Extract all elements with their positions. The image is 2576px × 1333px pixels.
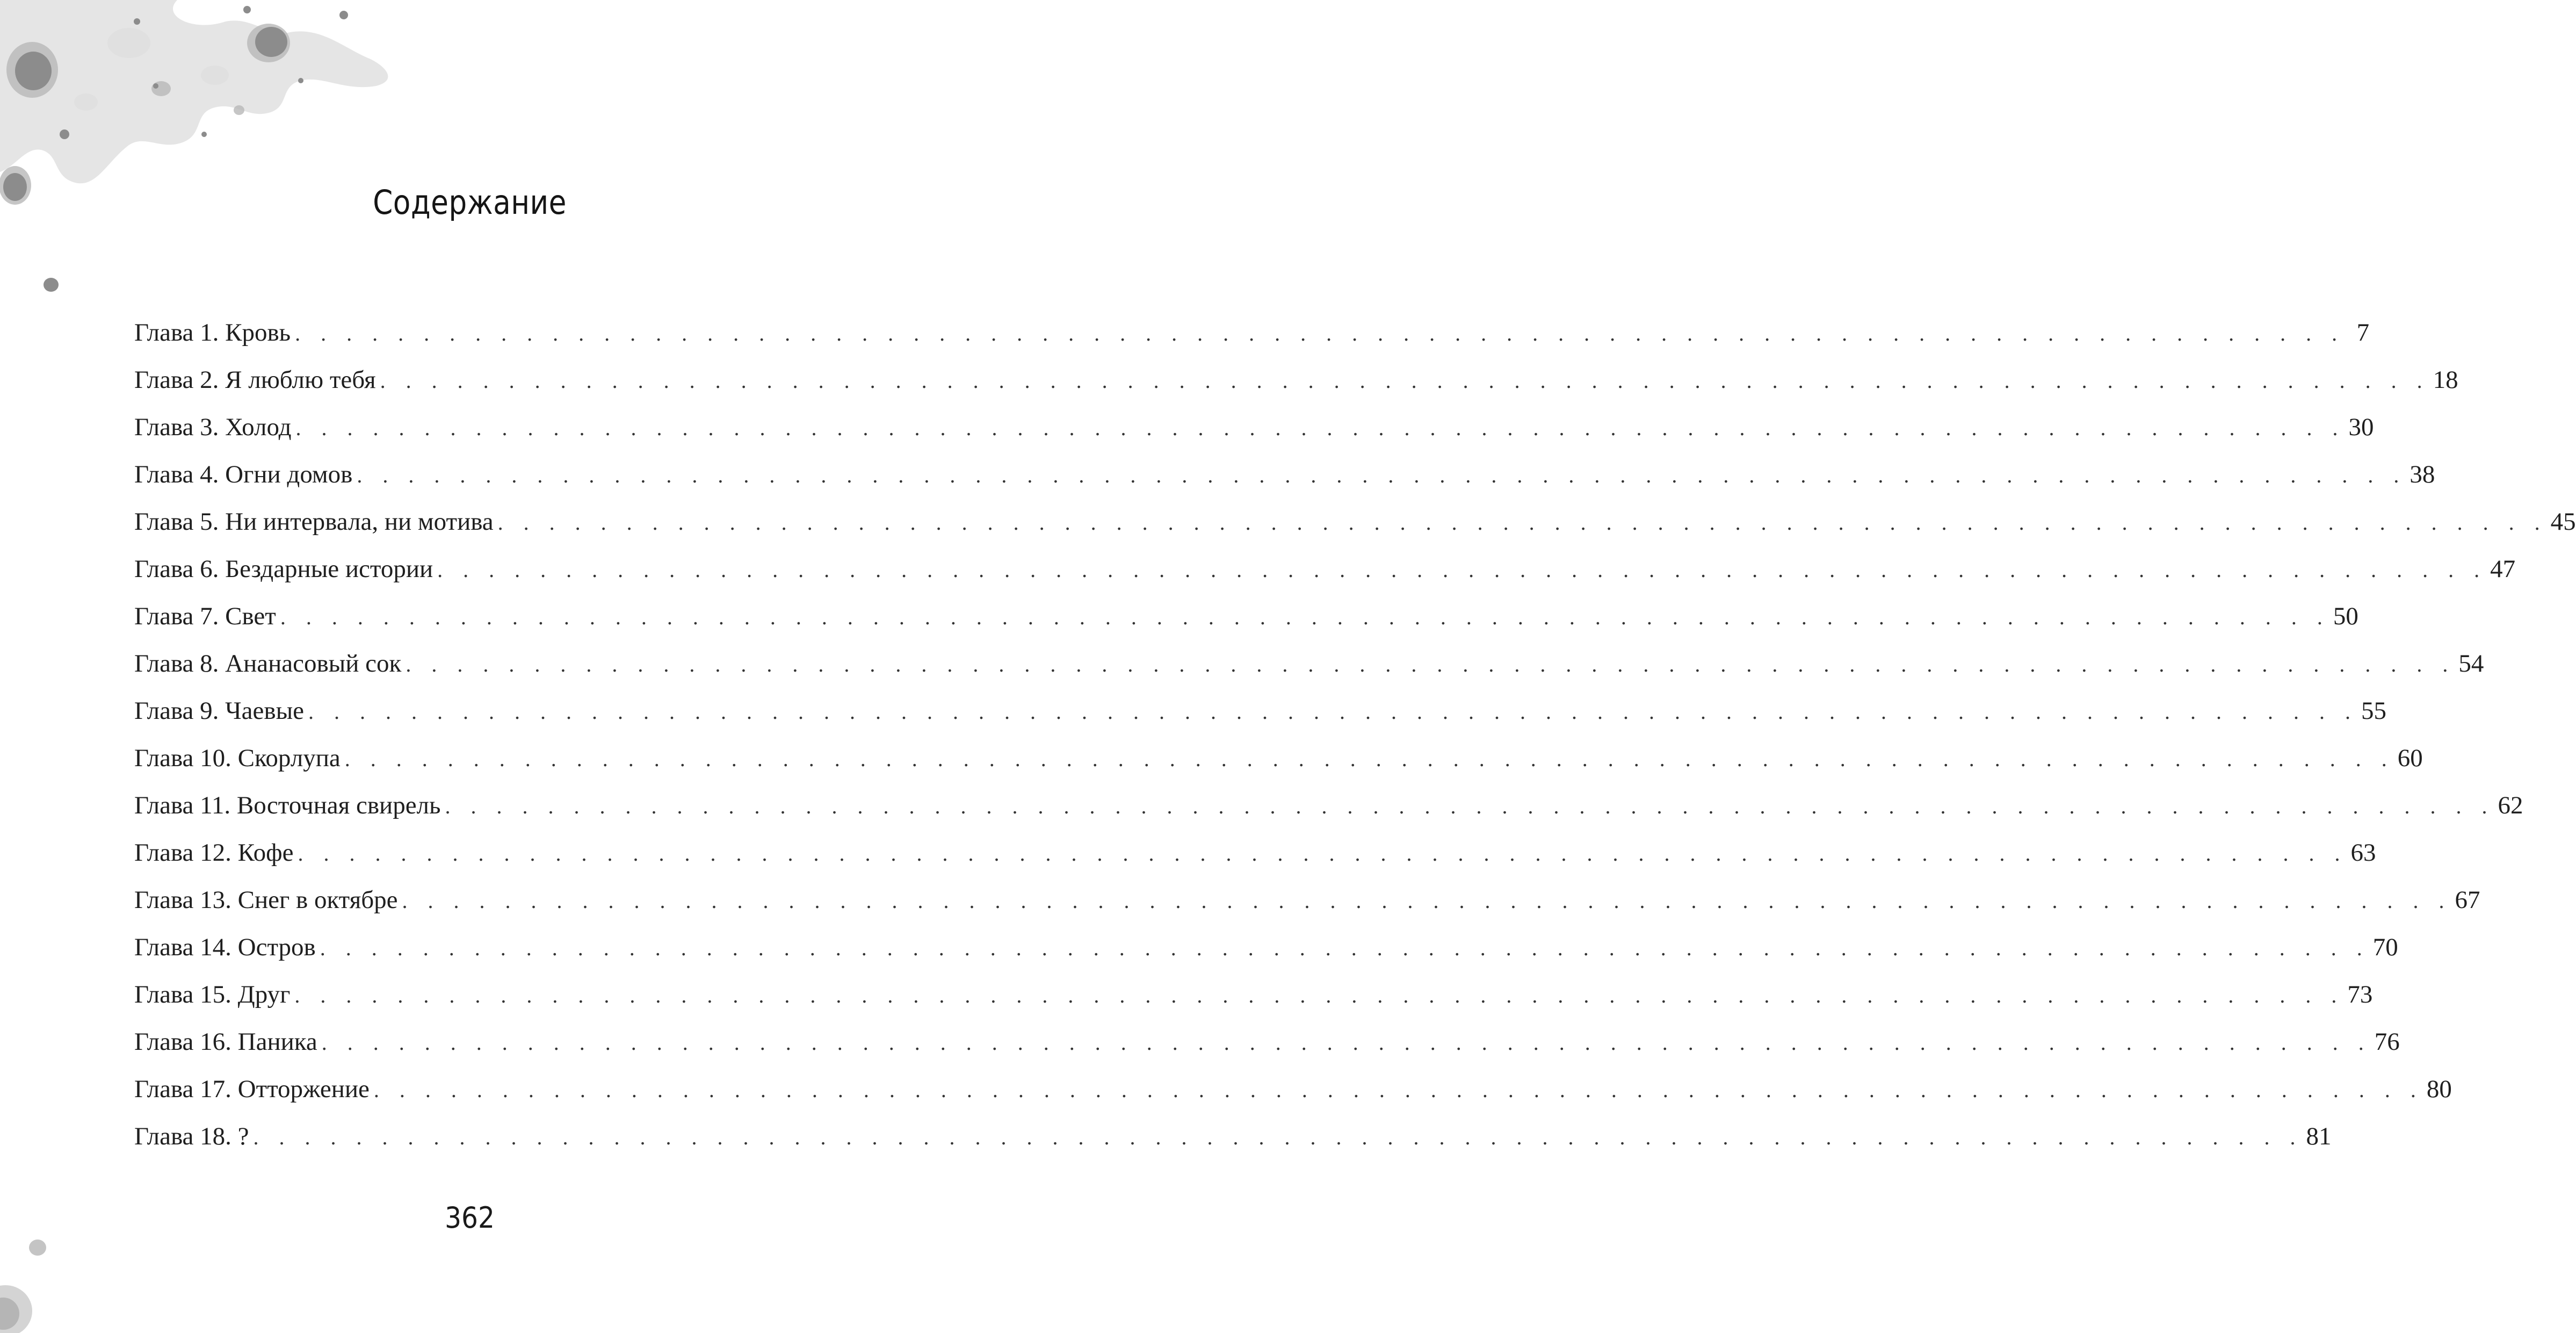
toc-entry-page: 80: [2426, 1075, 2452, 1103]
toc-entry-page: 60: [2397, 744, 2423, 772]
toc-entry[interactable]: [134, 924, 2398, 971]
toc-entry[interactable]: [134, 309, 2370, 356]
page-number: 362: [445, 1201, 495, 1235]
dot-leader: . . . . . . . . . . . . . . . . . . . . . . . . . . . . . . . . . . . . . . . . . . . . . . . . . . . . . . . . . . . . . . . . . . . . . . . . . . . . . . . .: [321, 1031, 2371, 1055]
toc-entry-title: Глава 7. Свет: [134, 602, 276, 630]
dot-leader: . . . . . . . . . . . . . . . . . . . . . . . . . . . . . . . . . . . . . . . . . . . . . . . . . . . . . . . . . . . . . . . . . . . . . . . . . . . . . . . .: [344, 747, 2394, 771]
toc-entry-page: 18: [2433, 366, 2458, 394]
toc-entry[interactable]: [134, 782, 2523, 829]
dot-leader: . . . . . . . . . . . . . . . . . . . . . . . . . . . . . . . . . . . . . . . . . . . . . . . . . . . . . . . . . . . . . . . . . . . . . . . . . . . . . . . .: [406, 652, 2456, 676]
toc-entry-title: Глава 12. Кофе: [134, 839, 294, 867]
toc-entry-page: 62: [2498, 791, 2523, 819]
toc-entry[interactable]: [134, 1065, 2452, 1113]
dot-leader: . . . . . . . . . . . . . . . . . . . . . . . . . . . . . . . . . . . . . . . . . . . . . . . . . . . . . . . . . . . . . . . . . . . . . . . . . . . . . . . .: [294, 983, 2345, 1007]
toc-entry-title: Глава 11. Восточная свирель: [134, 791, 441, 819]
dot-leader: . . . . . . . . . . . . . . . . . . . . . . . . . . . . . . . . . . . . . . . . . . . . . . . . . . . . . . . . . . . . . . . . . . . . . . . . . . . . . . . .: [402, 889, 2452, 913]
table-of-contents: [134, 309, 2576, 1160]
ink-splash-decoration: [0, 0, 419, 301]
toc-entry[interactable]: [134, 687, 2387, 734]
toc-entry-page: 7: [2356, 319, 2370, 347]
toc-entry-title: Глава 10. Скорлупа: [134, 744, 341, 772]
toc-entry-page: 63: [2350, 839, 2376, 867]
dot-leader: . . . . . . . . . . . . . . . . . . . . . . . . . . . . . . . . . . . . . . . . . . . . . . . . . . . . . . . . . . . . . . . . . . . . . . . . . . . . . . . .: [298, 841, 2348, 866]
dot-leader: . . . . . . . . . . . . . . . . . . . . . . . . . . . . . . . . . . . . . . . . . . . . . . . . . . . . . . . . . . . . . . . . . . . . . . . . . . . . . . . .: [308, 700, 2358, 724]
toc-entry-page: 45: [2550, 508, 2576, 536]
toc-entry-title: Глава 17. Отторжение: [134, 1075, 370, 1103]
toc-entry[interactable]: [134, 1113, 2332, 1160]
toc-entry-title: Глава 4. Огни домов: [134, 460, 353, 488]
toc-entry-page: 50: [2333, 602, 2358, 630]
page-title: Содержание: [373, 183, 567, 222]
dot-leader: . . . . . . . . . . . . . . . . . . . . . . . . . . . . . . . . . . . . . . . . . . . . . . . . . . . . . . . . . . . . . . . . . . . . . . . . . . . . . . . .: [280, 605, 2330, 629]
ink-splash-decoration-bottom: [0, 1225, 64, 1333]
toc-entry-title: Глава 16. Паника: [134, 1028, 317, 1056]
dot-leader: . . . . . . . . . . . . . . . . . . . . . . . . . . . . . . . . . . . . . . . . . . . . . . . . . . . . . . . . . . . . . . . . . . . . . . . . . . . . . . . .: [253, 1125, 2303, 1149]
toc-entry[interactable]: [134, 356, 2458, 403]
toc-entry-title: Глава 1. Кровь: [134, 319, 291, 347]
toc-entry-page: 55: [2361, 697, 2387, 725]
toc-entry[interactable]: [134, 640, 2484, 687]
dot-leader: . . . . . . . . . . . . . . . . . . . . . . . . . . . . . . . . . . . . . . . . . . . . . . . . . . . . . . . . . . . . . . . . . . . . . . . . . . . . . . . .: [357, 463, 2407, 487]
toc-entry[interactable]: [134, 1018, 2400, 1065]
toc-entry-page: 73: [2347, 981, 2373, 1008]
toc-entry-page: 81: [2306, 1122, 2332, 1150]
toc-entry[interactable]: [134, 545, 2516, 593]
toc-entry-title: Глава 13. Снег в октябре: [134, 886, 398, 914]
toc-entry[interactable]: [134, 403, 2374, 451]
toc-entry[interactable]: [134, 734, 2423, 782]
toc-entry-page: 47: [2490, 555, 2516, 583]
toc-entry-title: Глава 8. Ананасовый сок: [134, 650, 402, 678]
dot-leader: . . . . . . . . . . . . . . . . . . . . . . . . . . . . . . . . . . . . . . . . . . . . . . . . . . . . . . . . . . . . . . . . . . . . . . . . . . . . . . . .: [373, 1078, 2423, 1102]
toc-entry[interactable]: [134, 593, 2358, 640]
toc-entry-page: 54: [2458, 650, 2484, 678]
dot-leader: . . . . . . . . . . . . . . . . . . . . . . . . . . . . . . . . . . . . . . . . . . . . . . . . . . . . . . . . . . . . . . . . . . . . . . . . . . . . . . . .: [320, 936, 2370, 960]
toc-entry[interactable]: [134, 971, 2373, 1018]
dot-leader: . . . . . . . . . . . . . . . . . . . . . . . . . . . . . . . . . . . . . . . . . . . . . . . . . . . . . . . . . . . . . . . . . . . . . . . . . . . . . . . .: [437, 558, 2487, 582]
toc-entry-title: Глава 14. Остров: [134, 933, 316, 961]
toc-entry[interactable]: [134, 876, 2480, 924]
toc-entry[interactable]: [134, 829, 2376, 876]
toc-entry-title: Глава 18. ?: [134, 1122, 249, 1150]
toc-entry-title: Глава 9. Чаевые: [134, 697, 305, 725]
toc-entry-page: 38: [2409, 460, 2435, 488]
dot-leader: . . . . . . . . . . . . . . . . . . . . . . . . . . . . . . . . . . . . . . . . . . . . . . . . . . . . . . . . . . . . . . . . . . . . . . . . . . . . . . . .: [445, 794, 2495, 818]
toc-entry-title: Глава 6. Бездарные истории: [134, 555, 433, 583]
toc-entry-page: 67: [2455, 886, 2480, 914]
toc-entry-page: 76: [2374, 1028, 2400, 1056]
toc-entry-page: 30: [2348, 413, 2374, 441]
toc-entry[interactable]: [134, 451, 2435, 498]
dot-leader: . . . . . . . . . . . . . . . . . . . . . . . . . . . . . . . . . . . . . . . . . . . . . . . . . . . . . . . . . . . . . . . . . . . . . . . . . . . . . . . .: [497, 510, 2548, 535]
toc-entry[interactable]: [134, 498, 2576, 545]
dot-leader: . . . . . . . . . . . . . . . . . . . . . . . . . . . . . . . . . . . . . . . . . . . . . . . . . . . . . . . . . . . . . . . . . . . . . . . . . . . . . . . .: [295, 321, 2345, 345]
dot-leader: . . . . . . . . . . . . . . . . . . . . . . . . . . . . . . . . . . . . . . . . . . . . . . . . . . . . . . . . . . . . . . . . . . . . . . . . . . . . . . . .: [380, 369, 2430, 393]
toc-entry-title: Глава 2. Я люблю тебя: [134, 366, 376, 394]
toc-entry-title: Глава 15. Друг: [134, 981, 291, 1008]
toc-entry-title: Глава 3. Холод: [134, 413, 292, 441]
toc-entry-page: 70: [2372, 933, 2398, 961]
dot-leader: . . . . . . . . . . . . . . . . . . . . . . . . . . . . . . . . . . . . . . . . . . . . . . . . . . . . . . . . . . . . . . . . . . . . . . . . . . . . . . . .: [295, 416, 2346, 440]
toc-entry-title: Глава 5. Ни интервала, ни мотива: [134, 508, 494, 536]
